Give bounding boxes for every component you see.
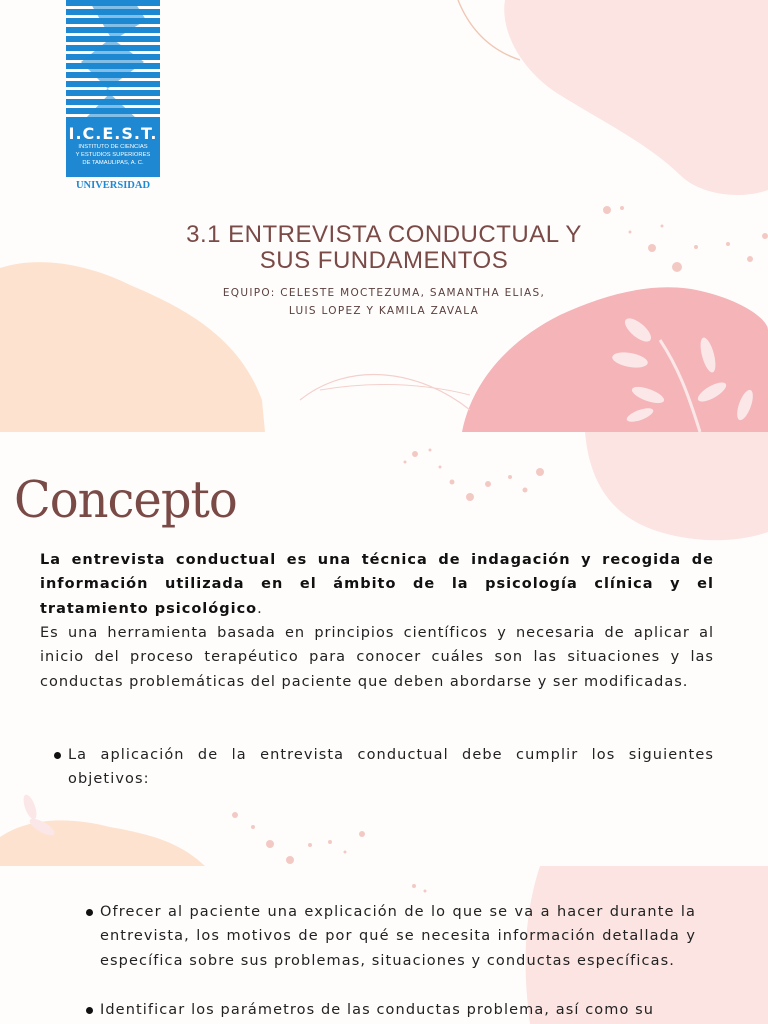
concept-slide	[0, 432, 768, 866]
team-line-2: LUIS LOPEZ Y KAMILA ZAVALA	[288, 305, 480, 317]
team-line-1: EQUIPO: CELESTE MOCTEZUMA, SAMANTHA ELIAS,	[222, 287, 546, 299]
institution-logo	[66, 0, 160, 194]
title-line-1: 3.1 ENTREVISTA CONDUCTUAL Y	[186, 221, 582, 248]
title-line-2: SUS FUNDAMENTOS	[259, 247, 509, 274]
logo-university: UNIVERSIDAD	[75, 180, 151, 191]
logo-line-2: Y ESTUDIOS SUPERIORES	[75, 152, 151, 158]
team-members	[184, 284, 584, 320]
definition-paragraph	[40, 548, 714, 621]
logo-mark: I.C.E.S.T.	[68, 124, 158, 143]
logo-line-1: INSTITUTO DE CIENCIAS	[78, 144, 148, 150]
logo-line-3: DE TAMAULIPAS, A. C.	[82, 160, 144, 166]
presentation-title	[134, 222, 634, 274]
objectives-slide	[0, 866, 768, 1024]
cover-slide	[0, 0, 768, 432]
definition-end: .	[257, 600, 263, 617]
list-item: La aplicación de la entrevista conductual debe cumplir los siguientes objetivos:	[68, 743, 714, 792]
section-heading: Concepto	[14, 470, 237, 530]
description-paragraph: Es una herramienta basada en principios científicos y necesaria de aplicar al inicio del proceso terapéutico para conocer cuáles son las situaciones y las conductas problemáticas del paciente que deben abordarse y ser modificadas.	[40, 625, 714, 690]
definition-bold: La entrevista conductual es una técnica de indagación y recogida de información utilizada en el ámbito de la psicología clínica y el tratamiento psicológico	[40, 552, 714, 617]
logo-text-box	[66, 122, 160, 177]
list-item: Identificar los parámetros de las conductas problema, así como su	[100, 998, 696, 1022]
list-item: Ofrecer al paciente una explicación de lo que se va a hacer durante la entrevista, los motivos de por qué se necesita información detallada y específica sobre sus problemas, situaciones y conductas específicas.	[100, 900, 696, 973]
logo-graphic-icon	[66, 0, 160, 122]
